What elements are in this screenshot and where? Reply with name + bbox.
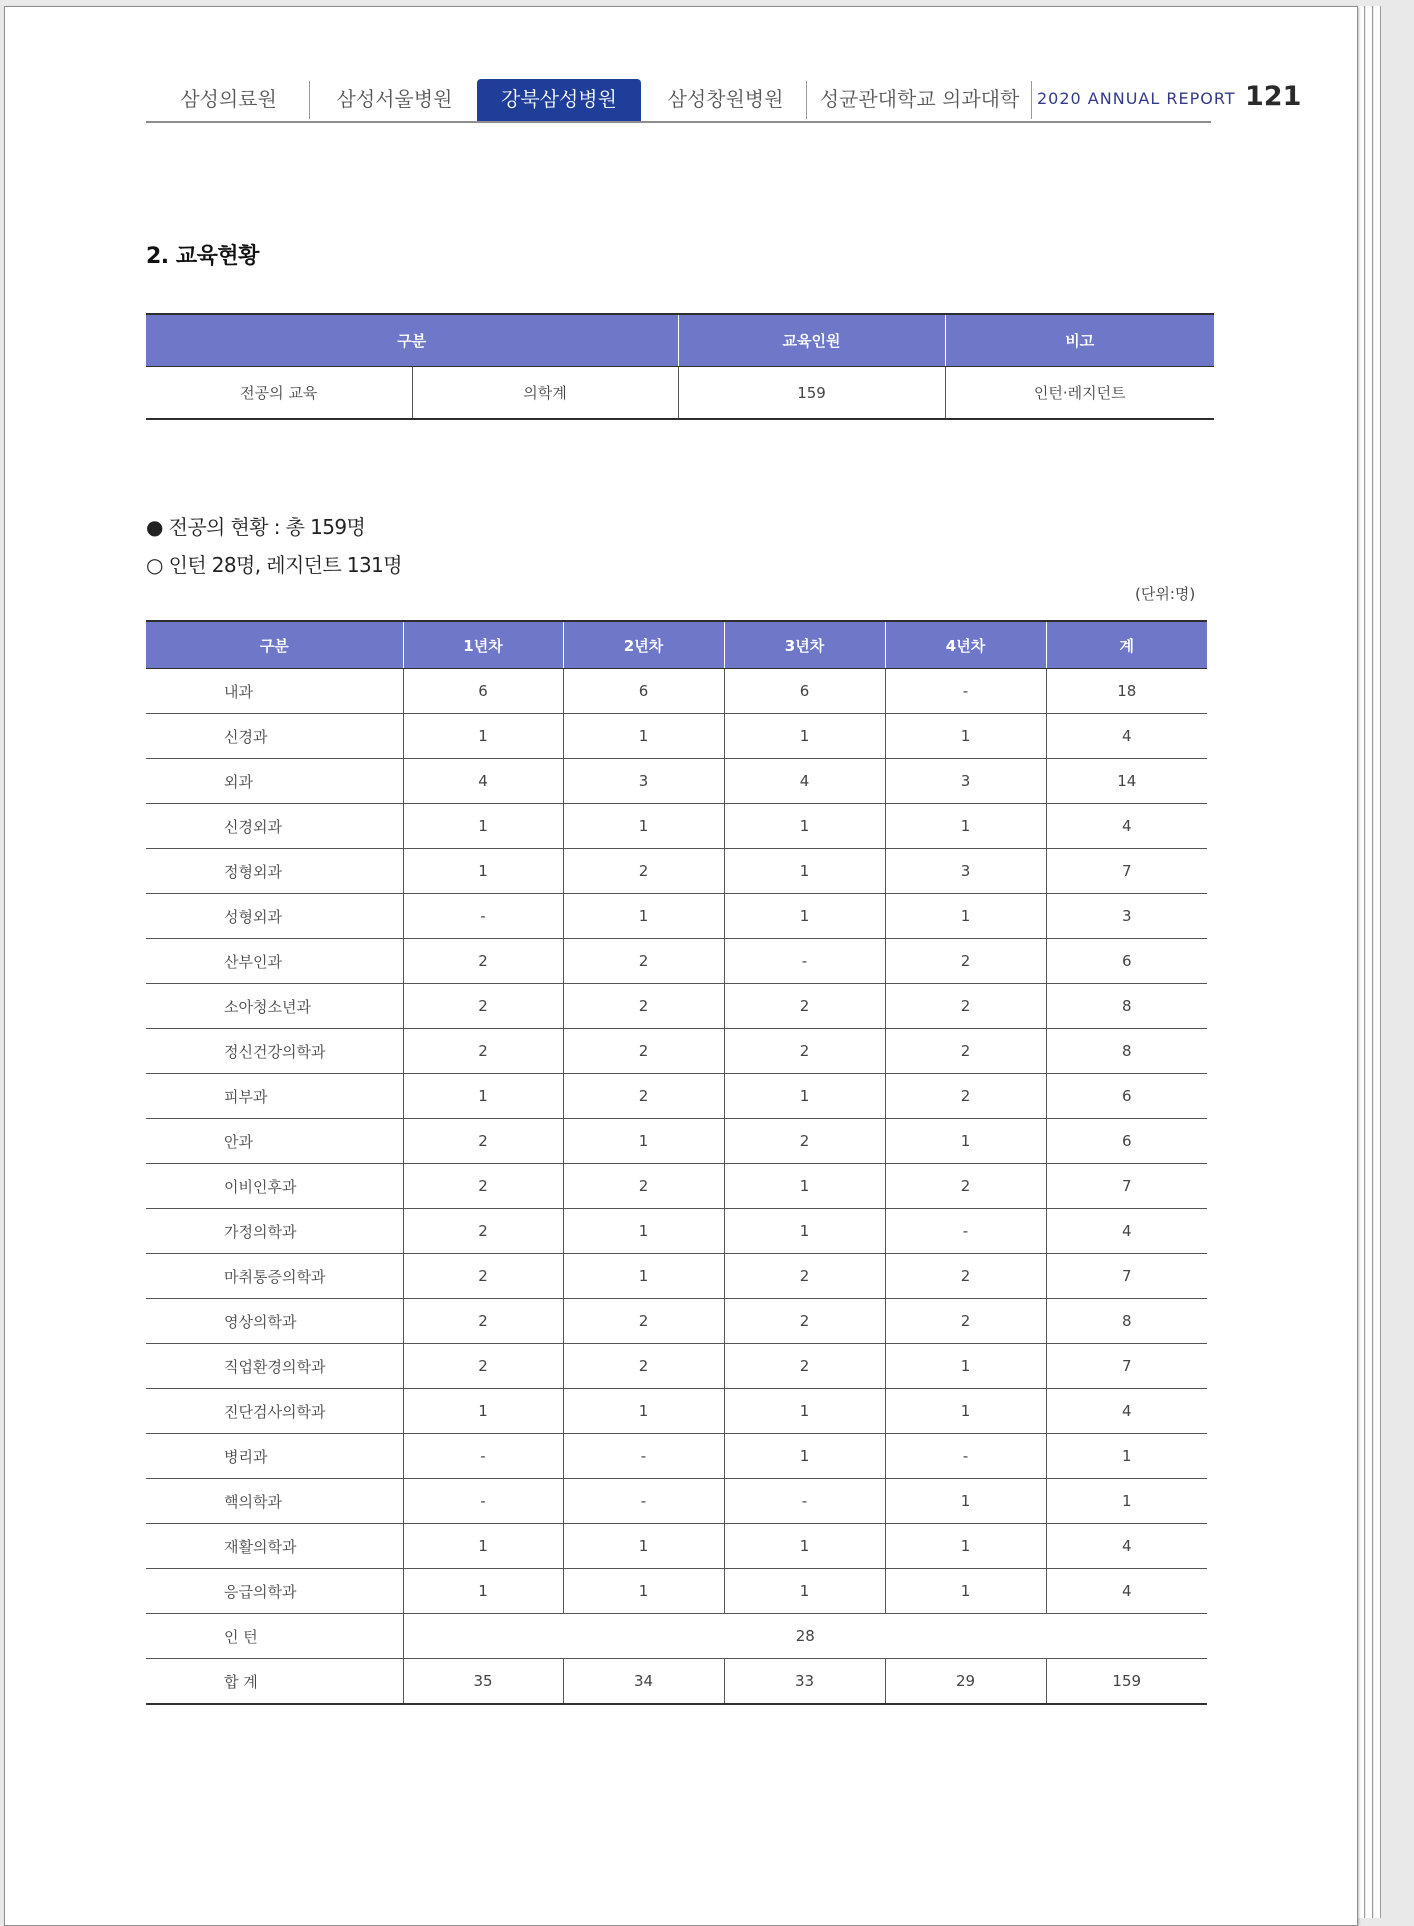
department-cell: 성형외과 bbox=[146, 894, 403, 939]
header-trainees: 교육인원 bbox=[678, 314, 945, 367]
table-row bbox=[146, 1254, 1207, 1299]
count-cell: 7 bbox=[1046, 1254, 1207, 1299]
table-header-row bbox=[146, 314, 1214, 367]
header-year3: 3년차 bbox=[724, 621, 885, 669]
count-cell: 2 bbox=[724, 1029, 885, 1074]
count-cell: 1 bbox=[885, 1569, 1046, 1614]
count-cell: 2 bbox=[885, 939, 1046, 984]
header-category: 구분 bbox=[146, 314, 678, 367]
count-cell: 2 bbox=[563, 849, 724, 894]
section-title: 2. 교육현황 bbox=[146, 244, 259, 269]
count-cell: 2 bbox=[885, 1299, 1046, 1344]
department-cell: 마취통증의학과 bbox=[146, 1254, 403, 1299]
count-cell: 1 bbox=[563, 1254, 724, 1299]
department-cell: 산부인과 bbox=[146, 939, 403, 984]
count-cell: 8 bbox=[1046, 984, 1207, 1029]
page-edge bbox=[1374, 6, 1381, 1918]
count-cell: 1 bbox=[724, 849, 885, 894]
count-cell: 1 bbox=[563, 1569, 724, 1614]
department-cell: 내과 bbox=[146, 669, 403, 714]
count-cell: 2 bbox=[885, 1074, 1046, 1119]
total-label: 합 계 bbox=[224, 1672, 258, 1691]
department-cell: 신경외과 bbox=[146, 804, 403, 849]
total-row bbox=[146, 1659, 1207, 1705]
count-cell: 1 bbox=[885, 1344, 1046, 1389]
header-year4: 4년차 bbox=[885, 621, 1046, 669]
count-cell: 2 bbox=[403, 1299, 563, 1344]
table-row bbox=[146, 1524, 1207, 1569]
table-header-row bbox=[146, 621, 1207, 669]
table-row bbox=[146, 669, 1207, 714]
table-row bbox=[146, 1074, 1207, 1119]
count-cell: 1 bbox=[563, 894, 724, 939]
department-cell: 진단검사의학과 bbox=[146, 1389, 403, 1434]
cell-note: 인턴·레지던트 bbox=[945, 367, 1214, 420]
table-row bbox=[146, 1479, 1207, 1524]
count-cell: 4 bbox=[1046, 714, 1207, 759]
table-row bbox=[146, 939, 1207, 984]
count-cell: 2 bbox=[724, 1299, 885, 1344]
header-total: 계 bbox=[1046, 621, 1207, 669]
count-cell: - bbox=[724, 1479, 885, 1524]
tab-divider bbox=[1031, 81, 1032, 119]
header-category: 구분 bbox=[146, 621, 403, 669]
table-row bbox=[146, 1299, 1207, 1344]
table-row bbox=[146, 804, 1207, 849]
count-cell: 1 bbox=[724, 804, 885, 849]
count-cell: 2 bbox=[724, 984, 885, 1029]
count-cell: 1 bbox=[724, 1164, 885, 1209]
page-edge bbox=[1358, 6, 1365, 1918]
table-row bbox=[146, 1344, 1207, 1389]
annual-report-label: 2020 ANNUAL REPORT bbox=[1037, 89, 1236, 108]
department-cell: 정형외과 bbox=[146, 849, 403, 894]
department-cell: 가정의학과 bbox=[146, 1209, 403, 1254]
department-cell: 외과 bbox=[146, 759, 403, 804]
count-cell: 2 bbox=[563, 1164, 724, 1209]
total-count: 33 bbox=[724, 1659, 885, 1705]
intern-label: 인 턴 bbox=[146, 1614, 403, 1659]
count-cell: 3 bbox=[1046, 894, 1207, 939]
table-row bbox=[146, 759, 1207, 804]
count-cell: 2 bbox=[563, 1074, 724, 1119]
tab-kangbuk-samsung-hospital[interactable]: 강북삼성병원 bbox=[477, 79, 641, 121]
department-cell: 소아청소년과 bbox=[146, 984, 403, 1029]
department-cell: 정신건강의학과 bbox=[146, 1029, 403, 1074]
resident-summary bbox=[146, 511, 402, 587]
department-cell: 신경과 bbox=[146, 714, 403, 759]
count-cell: 2 bbox=[403, 1209, 563, 1254]
count-cell: 4 bbox=[724, 759, 885, 804]
table-row bbox=[146, 1569, 1207, 1614]
total-count: 35 bbox=[403, 1659, 563, 1705]
count-cell: 2 bbox=[403, 1344, 563, 1389]
count-cell: 1 bbox=[563, 1389, 724, 1434]
count-cell: 3 bbox=[563, 759, 724, 804]
count-cell: 1 bbox=[724, 1389, 885, 1434]
header-note: 비고 bbox=[945, 314, 1214, 367]
count-cell: 1 bbox=[1046, 1434, 1207, 1479]
count-cell: 1 bbox=[885, 714, 1046, 759]
department-cell: 직업환경의학과 bbox=[146, 1344, 403, 1389]
table-row bbox=[146, 1209, 1207, 1254]
count-cell: 18 bbox=[1046, 669, 1207, 714]
count-cell: 14 bbox=[1046, 759, 1207, 804]
count-cell: 6 bbox=[1046, 1119, 1207, 1164]
count-cell: 1 bbox=[403, 849, 563, 894]
cell-count: 159 bbox=[678, 367, 945, 420]
count-cell: 2 bbox=[403, 1029, 563, 1074]
count-cell: 1 bbox=[403, 1524, 563, 1569]
count-cell: 2 bbox=[724, 1344, 885, 1389]
tab-skku-medicine[interactable]: 성균관대학교 의과대학 bbox=[819, 87, 1020, 111]
bullet-intern-resident-breakdown: ○ 인턴 28명, 레지던트 131명 bbox=[146, 553, 403, 577]
count-cell: - bbox=[403, 1479, 563, 1524]
count-cell: 2 bbox=[724, 1254, 885, 1299]
header-year1: 1년차 bbox=[403, 621, 563, 669]
cell-education-type: 전공의 교육 bbox=[240, 384, 318, 402]
header-year2: 2년차 bbox=[563, 621, 724, 669]
count-cell: 1 bbox=[885, 894, 1046, 939]
count-cell: 2 bbox=[403, 939, 563, 984]
count-cell: 6 bbox=[724, 669, 885, 714]
count-cell: 1 bbox=[403, 1074, 563, 1119]
cell-field: 의학계 bbox=[412, 367, 678, 420]
count-cell: 1 bbox=[563, 804, 724, 849]
count-cell: 1 bbox=[885, 804, 1046, 849]
count-cell: 2 bbox=[563, 1299, 724, 1344]
count-cell: - bbox=[724, 939, 885, 984]
department-cell: 응급의학과 bbox=[146, 1569, 403, 1614]
department-cell: 재활의학과 bbox=[146, 1524, 403, 1569]
count-cell: 8 bbox=[1046, 1299, 1207, 1344]
count-cell: - bbox=[403, 894, 563, 939]
count-cell: 1 bbox=[885, 1389, 1046, 1434]
count-cell: - bbox=[403, 1434, 563, 1479]
count-cell: 1 bbox=[724, 1434, 885, 1479]
table-row bbox=[146, 894, 1207, 939]
resident-table bbox=[146, 620, 1207, 1705]
department-cell: 이비인후과 bbox=[146, 1164, 403, 1209]
tab-samsung-changwon-hospital[interactable]: 삼성창원병원 bbox=[667, 87, 784, 111]
count-cell: 3 bbox=[885, 849, 1046, 894]
count-cell: 1 bbox=[563, 1209, 724, 1254]
count-cell: 6 bbox=[1046, 1074, 1207, 1119]
count-cell: 7 bbox=[1046, 1164, 1207, 1209]
total-count: 29 bbox=[885, 1659, 1046, 1705]
count-cell: 1 bbox=[403, 804, 563, 849]
count-cell: 1 bbox=[563, 714, 724, 759]
count-cell: 1 bbox=[563, 1524, 724, 1569]
table-row bbox=[146, 1389, 1207, 1434]
count-cell: 1 bbox=[724, 894, 885, 939]
count-cell: 1 bbox=[1046, 1479, 1207, 1524]
count-cell: 1 bbox=[724, 1209, 885, 1254]
table-row bbox=[146, 367, 1214, 420]
table-row bbox=[146, 984, 1207, 1029]
count-cell: 6 bbox=[563, 669, 724, 714]
tab-divider bbox=[309, 81, 310, 119]
page-stack bbox=[2, 4, 1386, 1922]
count-cell: 1 bbox=[885, 1524, 1046, 1569]
department-cell: 병리과 bbox=[146, 1434, 403, 1479]
bullet-total-residents: ● 전공의 현황 : 총 159명 bbox=[146, 515, 366, 539]
education-summary-table bbox=[146, 313, 1214, 420]
table-row bbox=[146, 1029, 1207, 1074]
table-row bbox=[146, 714, 1207, 759]
count-cell: 1 bbox=[724, 1524, 885, 1569]
page-number: 121 bbox=[1245, 81, 1302, 112]
total-count: 34 bbox=[563, 1659, 724, 1705]
count-cell: 2 bbox=[403, 1254, 563, 1299]
count-cell: 2 bbox=[724, 1119, 885, 1164]
table-row bbox=[146, 1164, 1207, 1209]
page-edge bbox=[1366, 6, 1373, 1918]
intern-row bbox=[146, 1614, 1207, 1659]
count-cell: 2 bbox=[403, 984, 563, 1029]
department-cell: 핵의학과 bbox=[146, 1479, 403, 1524]
total-count: 159 bbox=[1046, 1659, 1207, 1705]
count-cell: 1 bbox=[724, 1074, 885, 1119]
department-cell: 안과 bbox=[146, 1119, 403, 1164]
count-cell: 2 bbox=[563, 1344, 724, 1389]
table-row bbox=[146, 849, 1207, 894]
count-cell: - bbox=[885, 669, 1046, 714]
count-cell: 4 bbox=[403, 759, 563, 804]
count-cell: 2 bbox=[885, 1029, 1046, 1074]
department-cell: 영상의학과 bbox=[146, 1299, 403, 1344]
count-cell: 2 bbox=[403, 1119, 563, 1164]
table-row bbox=[146, 1434, 1207, 1479]
tab-divider bbox=[806, 81, 807, 119]
count-cell: 1 bbox=[403, 714, 563, 759]
count-cell: 2 bbox=[563, 984, 724, 1029]
count-cell: 6 bbox=[403, 669, 563, 714]
count-cell: 3 bbox=[885, 759, 1046, 804]
count-cell: - bbox=[563, 1479, 724, 1524]
intern-count: 28 bbox=[403, 1614, 1207, 1659]
count-cell: 1 bbox=[403, 1389, 563, 1434]
count-cell: 1 bbox=[724, 714, 885, 759]
count-cell: - bbox=[885, 1434, 1046, 1479]
tab-samsung-medical-center[interactable]: 삼성의료원 bbox=[180, 87, 277, 111]
document-page bbox=[4, 6, 1358, 1926]
count-cell: 4 bbox=[1046, 1569, 1207, 1614]
unit-note: (단위:명) bbox=[1135, 585, 1196, 603]
count-cell: 7 bbox=[1046, 1344, 1207, 1389]
count-cell: 4 bbox=[1046, 804, 1207, 849]
count-cell: 4 bbox=[1046, 1524, 1207, 1569]
count-cell: 1 bbox=[885, 1119, 1046, 1164]
count-cell: - bbox=[563, 1434, 724, 1479]
count-cell: - bbox=[885, 1209, 1046, 1254]
count-cell: 4 bbox=[1046, 1209, 1207, 1254]
count-cell: 1 bbox=[563, 1119, 724, 1164]
count-cell: 2 bbox=[403, 1164, 563, 1209]
count-cell: 2 bbox=[563, 1029, 724, 1074]
count-cell: 4 bbox=[1046, 1389, 1207, 1434]
count-cell: 8 bbox=[1046, 1029, 1207, 1074]
count-cell: 1 bbox=[724, 1569, 885, 1614]
tab-samsung-seoul-hospital[interactable]: 삼성서울병원 bbox=[336, 87, 453, 111]
count-cell: 1 bbox=[403, 1569, 563, 1614]
count-cell: 6 bbox=[1046, 939, 1207, 984]
count-cell: 7 bbox=[1046, 849, 1207, 894]
department-cell: 피부과 bbox=[146, 1074, 403, 1119]
count-cell: 1 bbox=[885, 1479, 1046, 1524]
count-cell: 2 bbox=[885, 1164, 1046, 1209]
count-cell: 2 bbox=[885, 984, 1046, 1029]
count-cell: 2 bbox=[563, 939, 724, 984]
table-row bbox=[146, 1119, 1207, 1164]
count-cell: 2 bbox=[885, 1254, 1046, 1299]
resident-table-body bbox=[146, 669, 1207, 1705]
